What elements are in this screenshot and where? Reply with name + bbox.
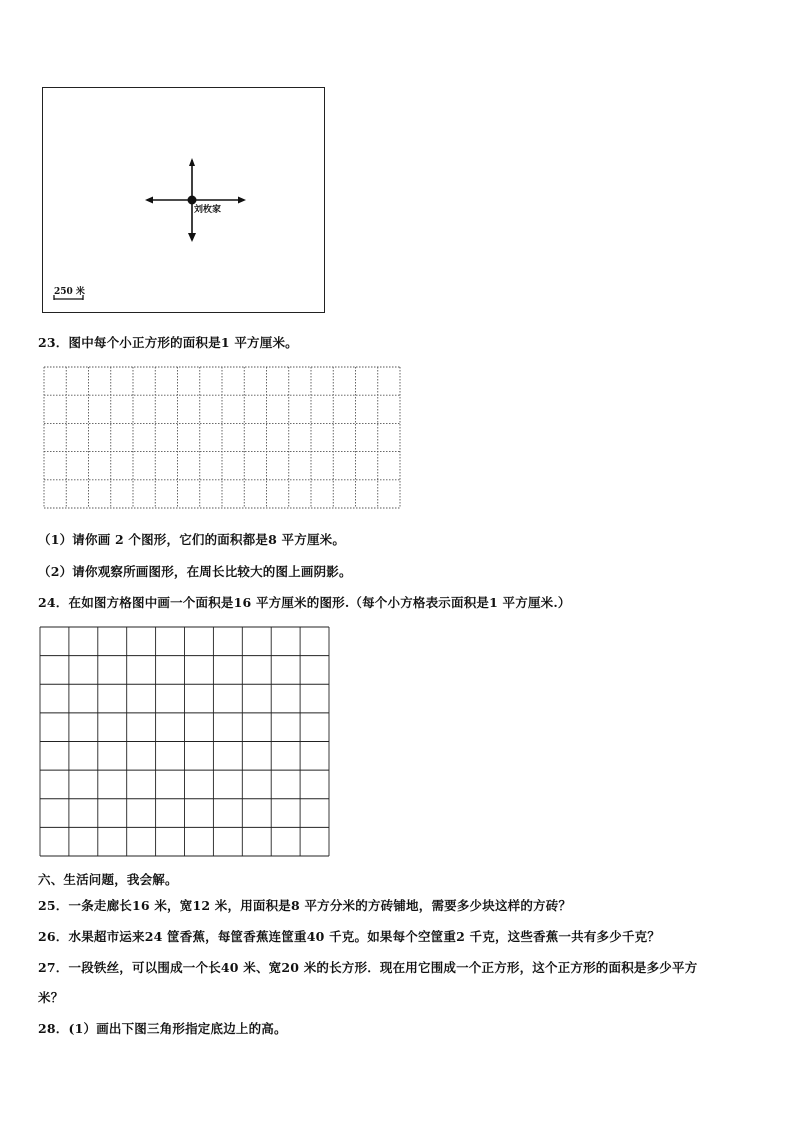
q28-text: 28．(1）画出下图三角形指定底边上的高。 — [38, 1021, 287, 1036]
q26-text: 26．水果超市运来24 筐香蕉，每筐香蕉连筐重40 千克。如果每个空筐重2 千克，这些香蕉一共有多少千克？ — [38, 929, 661, 944]
q23-text: 23．图中每个小正方形的面积是1 平方厘米。 — [38, 335, 298, 350]
map-figure — [42, 87, 325, 313]
arrow-right-icon — [238, 197, 246, 204]
q23-part1: （1）请你画 2 个图形，它们的面积都是8 平方厘米。 — [38, 532, 346, 547]
arrow-down-icon — [188, 233, 196, 242]
arrow-left-icon — [145, 197, 153, 204]
q27-text-line2: 米？ — [38, 990, 64, 1005]
q24-text: 24．在如图方格图中画一个面积是16 平方厘米的图形.（每个小方格表示面积是1 平方厘米.） — [38, 595, 571, 610]
place-label: 刘枚家 — [194, 205, 222, 215]
q23-dotted-grid — [44, 367, 402, 510]
q25-text: 25．一条走廊长16 米，宽12 米，用面积是8 平方分米的方砖铺地，需要多少块这样的方砖？ — [38, 898, 572, 913]
section6-title: 六、生活问题，我会解。 — [38, 872, 178, 887]
q27-text-line1: 27．一段铁丝，可以围成一个长40 米、宽20 米的长方形．现在用它围成一个正方形，这个正方形的面积是多少平方 — [38, 960, 698, 975]
scale-label: 250 米 — [54, 287, 85, 297]
arrow-up-icon — [189, 158, 195, 166]
q24-square-grid — [40, 627, 330, 857]
q23-part2: （2）请你观察所画图形，在周长比较大的图上画阴影。 — [38, 564, 352, 579]
compass-arrows — [43, 88, 326, 314]
